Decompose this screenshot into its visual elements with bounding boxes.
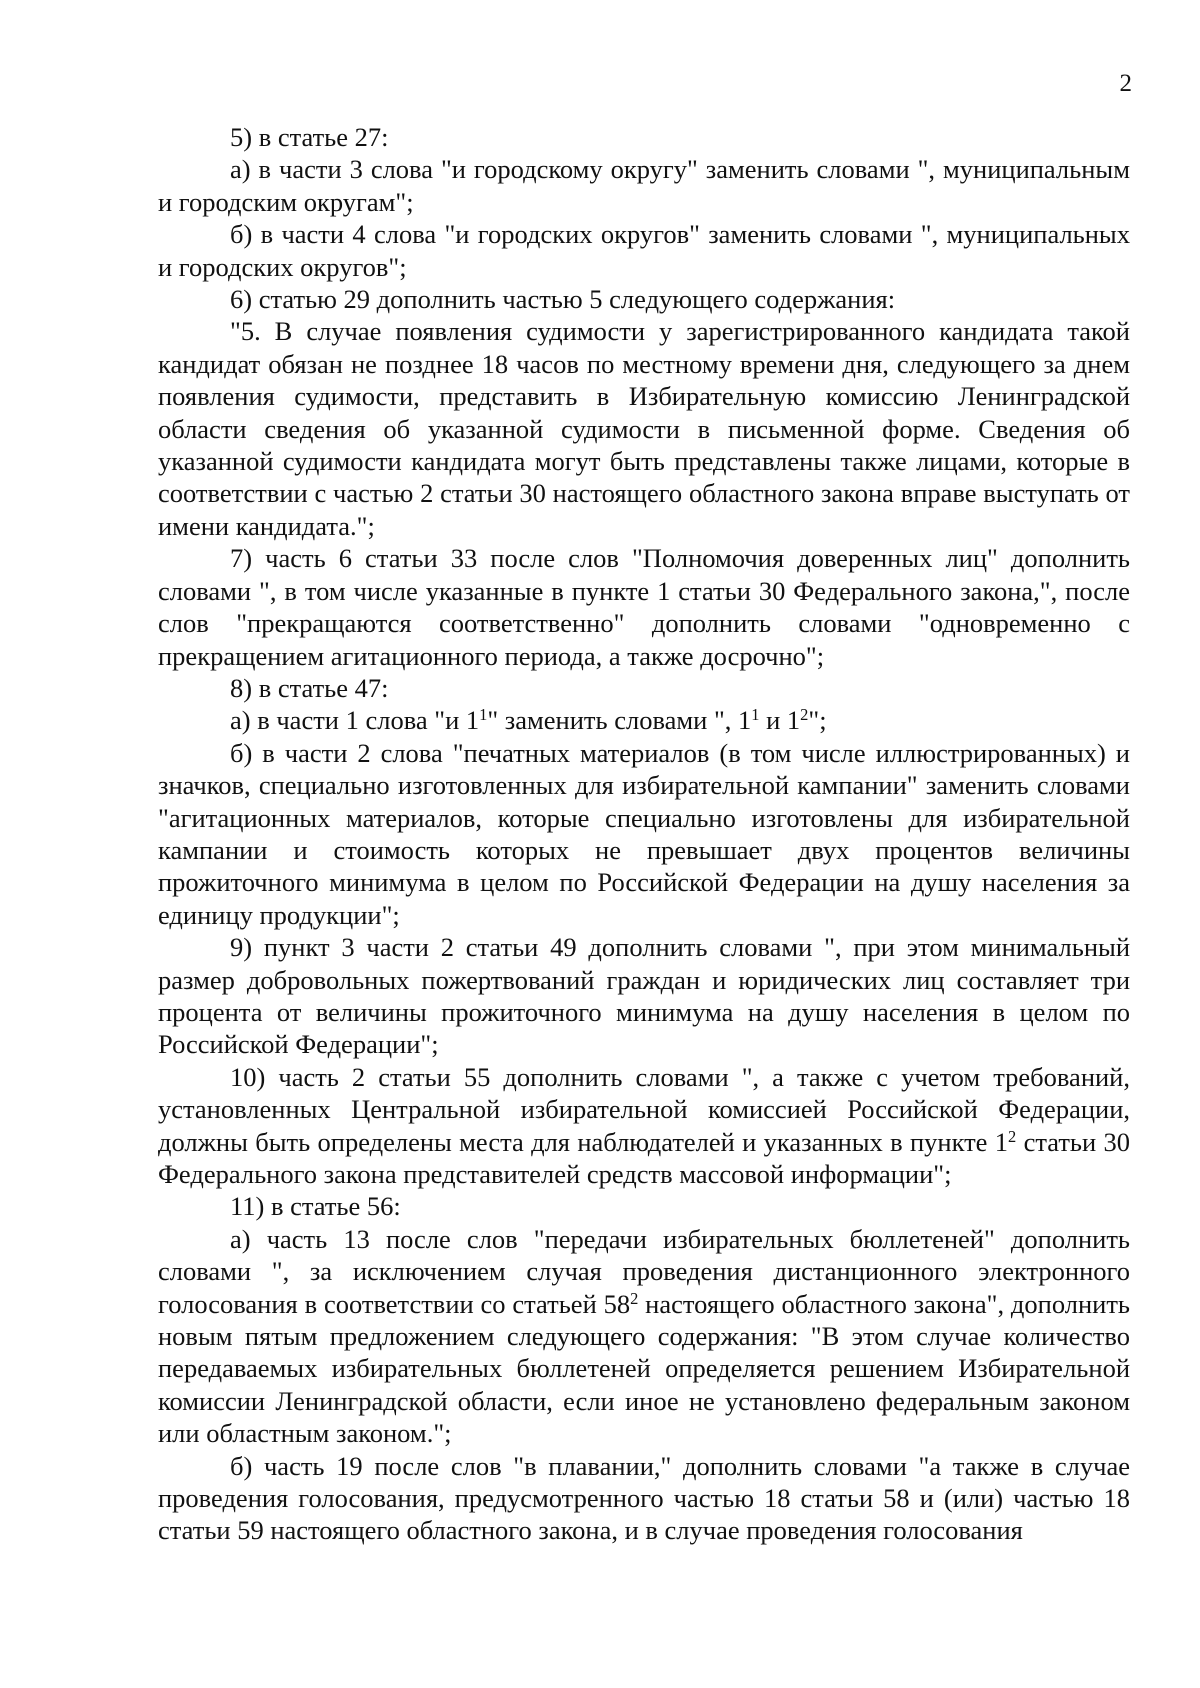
paragraph bbox=[158, 1223, 1130, 1450]
paragraph-text: а) часть 13 после слов "передачи избирательных бюллетеней" дополнить словами ", за исключением случая проведения дистанционного электронного голосования в соответствии со статьей 58 bbox=[158, 1223, 1130, 1319]
paragraph bbox=[158, 283, 1130, 315]
superscript-index: 2 bbox=[800, 705, 809, 725]
paragraph bbox=[158, 737, 1130, 931]
paragraph-text: 8) в статье 47: bbox=[230, 672, 389, 703]
superscript-index: 1 bbox=[479, 705, 488, 725]
paragraph-text: а) в части 3 слова "и городскому округу" заменить словами ", муниципальным и городским округам"; bbox=[158, 154, 1130, 217]
paragraph bbox=[158, 315, 1130, 542]
paragraph bbox=[158, 1190, 1130, 1222]
paragraph-text: " заменить словами ", 1 bbox=[487, 705, 752, 736]
paragraph-text: 10) часть 2 статьи 55 дополнить словами ", а также с учетом требований, установленных Центральной избирательной комиссией Российской Федерации, должны быть определены места для наблюдателей и указанных в пункте 1 bbox=[158, 1061, 1130, 1157]
document-body bbox=[158, 121, 1130, 1547]
paragraph bbox=[158, 218, 1130, 283]
paragraph-text: 9) пункт 3 части 2 статьи 49 дополнить словами ", при этом минимальный размер добровольных пожертвований граждан и юридических лиц составляет три процента от величины прожиточного минимума на душу населения в целом по Российской Федерации"; bbox=[158, 932, 1130, 1060]
paragraph-text: и 1 bbox=[759, 705, 801, 736]
paragraph-text: 11) в статье 56: bbox=[230, 1191, 401, 1222]
paragraph-text: б) часть 19 после слов "в плавании," дополнить словами "а также в случае проведения голосования, предусмотренного частью 18 статьи 58 и (или) частью 18 статьи 59 настоящего областного закона, и в случае проведения голосования bbox=[158, 1450, 1130, 1546]
paragraph-text: статьи 30 Федерального закона представителей средств массовой информации"; bbox=[158, 1126, 1130, 1189]
paragraph bbox=[158, 1450, 1130, 1547]
paragraph bbox=[158, 1061, 1130, 1191]
paragraph bbox=[158, 153, 1130, 218]
paragraph-text: 5) в статье 27: bbox=[230, 122, 389, 152]
paragraph-text: а) в части 1 слова "и 1 bbox=[230, 705, 480, 736]
paragraph-text: б) в части 2 слова "печатных материалов (в том числе иллюстрированных) и значков, специально изготовленных для избирательной кампании" заменить словами "агитационных материалов, которые специально изготовлены для избирательной кампании и стоимость которых не превышает двух процентов величины прожиточного минимума в целом по Российской Федерации на душу населения за единицу продукции"; bbox=[158, 737, 1130, 930]
paragraph-text: 6) статью 29 дополнить частью 5 следующего содержания: bbox=[230, 284, 896, 315]
paragraph-text: "5. В случае появления судимости у зарегистрированного кандидата такой кандидат обязан не позднее 18 часов по местному времени дня, следующего за днем появления судимости, представить в Избирательную комиссию Ленинградской области сведения об указанной судимости в письменной форме. Сведения об указанной судимости кандидата могут быть представлены также лицами, которые в соответствии с частью 2 статьи 30 настоящего областного закона вправе выступать от имени кандидата."; bbox=[158, 316, 1130, 541]
paragraph bbox=[158, 672, 1130, 704]
page-number: 2 bbox=[1119, 70, 1132, 97]
paragraph-text: б) в части 4 слова "и городских округов" заменить словами ", муниципальных и городских округов"; bbox=[158, 219, 1130, 282]
superscript-index: 2 bbox=[630, 1288, 639, 1308]
superscript-index: 2 bbox=[1008, 1126, 1017, 1146]
paragraph bbox=[158, 704, 1130, 736]
paragraph bbox=[158, 542, 1130, 672]
paragraph-text: настоящего областного закона", дополнить новым пятым предложением следующего содержания: "В этом случае количество передаваемых избирательных бюллетеней определяется решением Избирательной комиссии Ленинградской области, если иное не установлено федеральным законом или областным законом."; bbox=[158, 1288, 1130, 1449]
paragraph-text: "; bbox=[808, 705, 827, 736]
paragraph bbox=[158, 931, 1130, 1061]
superscript-index: 1 bbox=[751, 705, 760, 725]
paragraph bbox=[158, 121, 1130, 153]
paragraph-text: 7) часть 6 статьи 33 после слов "Полномочия доверенных лиц" дополнить словами ", в том числе указанные в пункте 1 статьи 30 Федерального закона,", после слов "прекращаются соответственно" дополнить словами "одновременно с прекращением агитационного периода, а также досрочно"; bbox=[158, 543, 1130, 671]
